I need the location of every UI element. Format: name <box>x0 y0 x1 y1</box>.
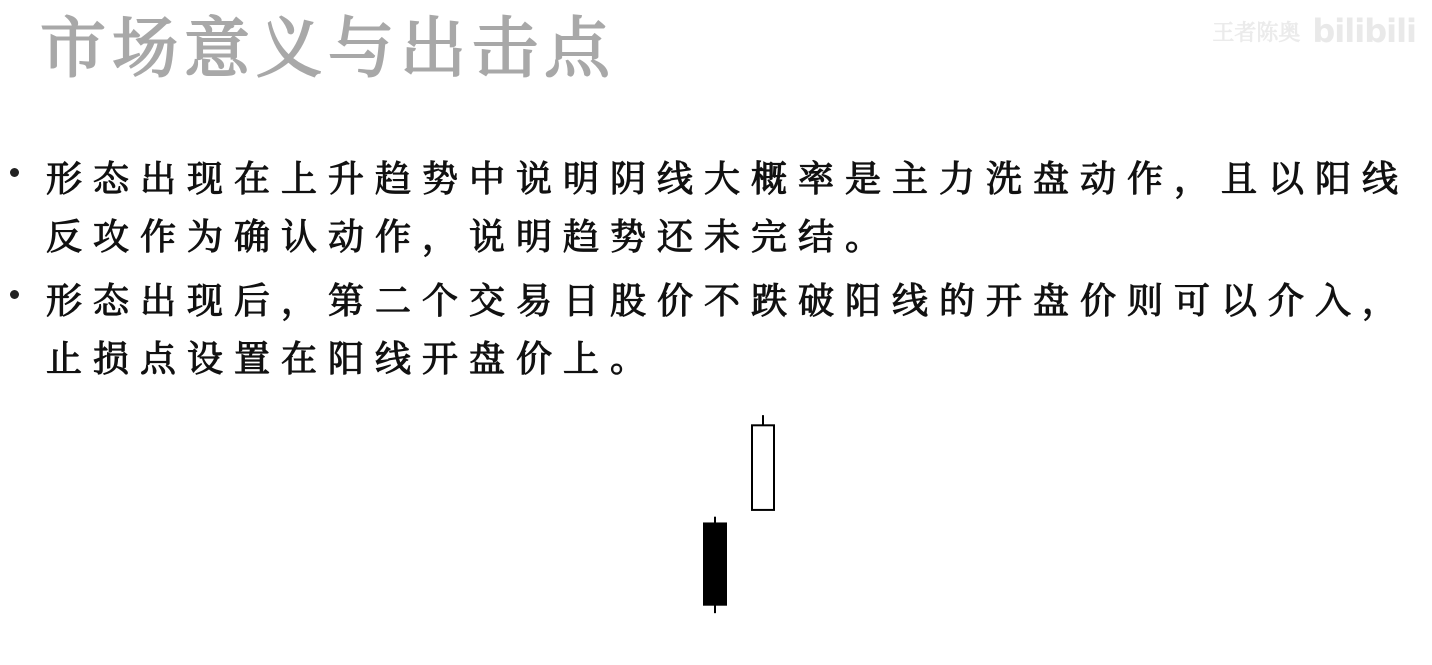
bilibili-logo: bilibili <box>1312 12 1416 50</box>
bullet-text: 形态出现后，第二个交易日股价不跌破阳线的开盘价则可以介入，止损点设置在阳线开盘价上。 <box>46 280 1410 380</box>
bullet-dot <box>10 290 19 299</box>
video-watermark <box>1212 12 1416 50</box>
candle-body-down <box>704 523 726 604</box>
bullet-list <box>10 150 1420 394</box>
watermark-user: 王者陈奥 <box>1212 20 1301 46</box>
bullet-item <box>10 150 1420 266</box>
candlestick-chart <box>690 400 800 630</box>
bullet-item <box>10 272 1420 388</box>
candle-body-up <box>752 425 774 510</box>
bullet-text: 形态出现在上升趋势中说明阴线大概率是主力洗盘动作，且以阳线反攻作为确认动作，说明趋势还未完结。 <box>46 158 1410 258</box>
bullet-dot <box>10 168 19 177</box>
slide-title: 市场意义与出击点 <box>40 9 616 87</box>
